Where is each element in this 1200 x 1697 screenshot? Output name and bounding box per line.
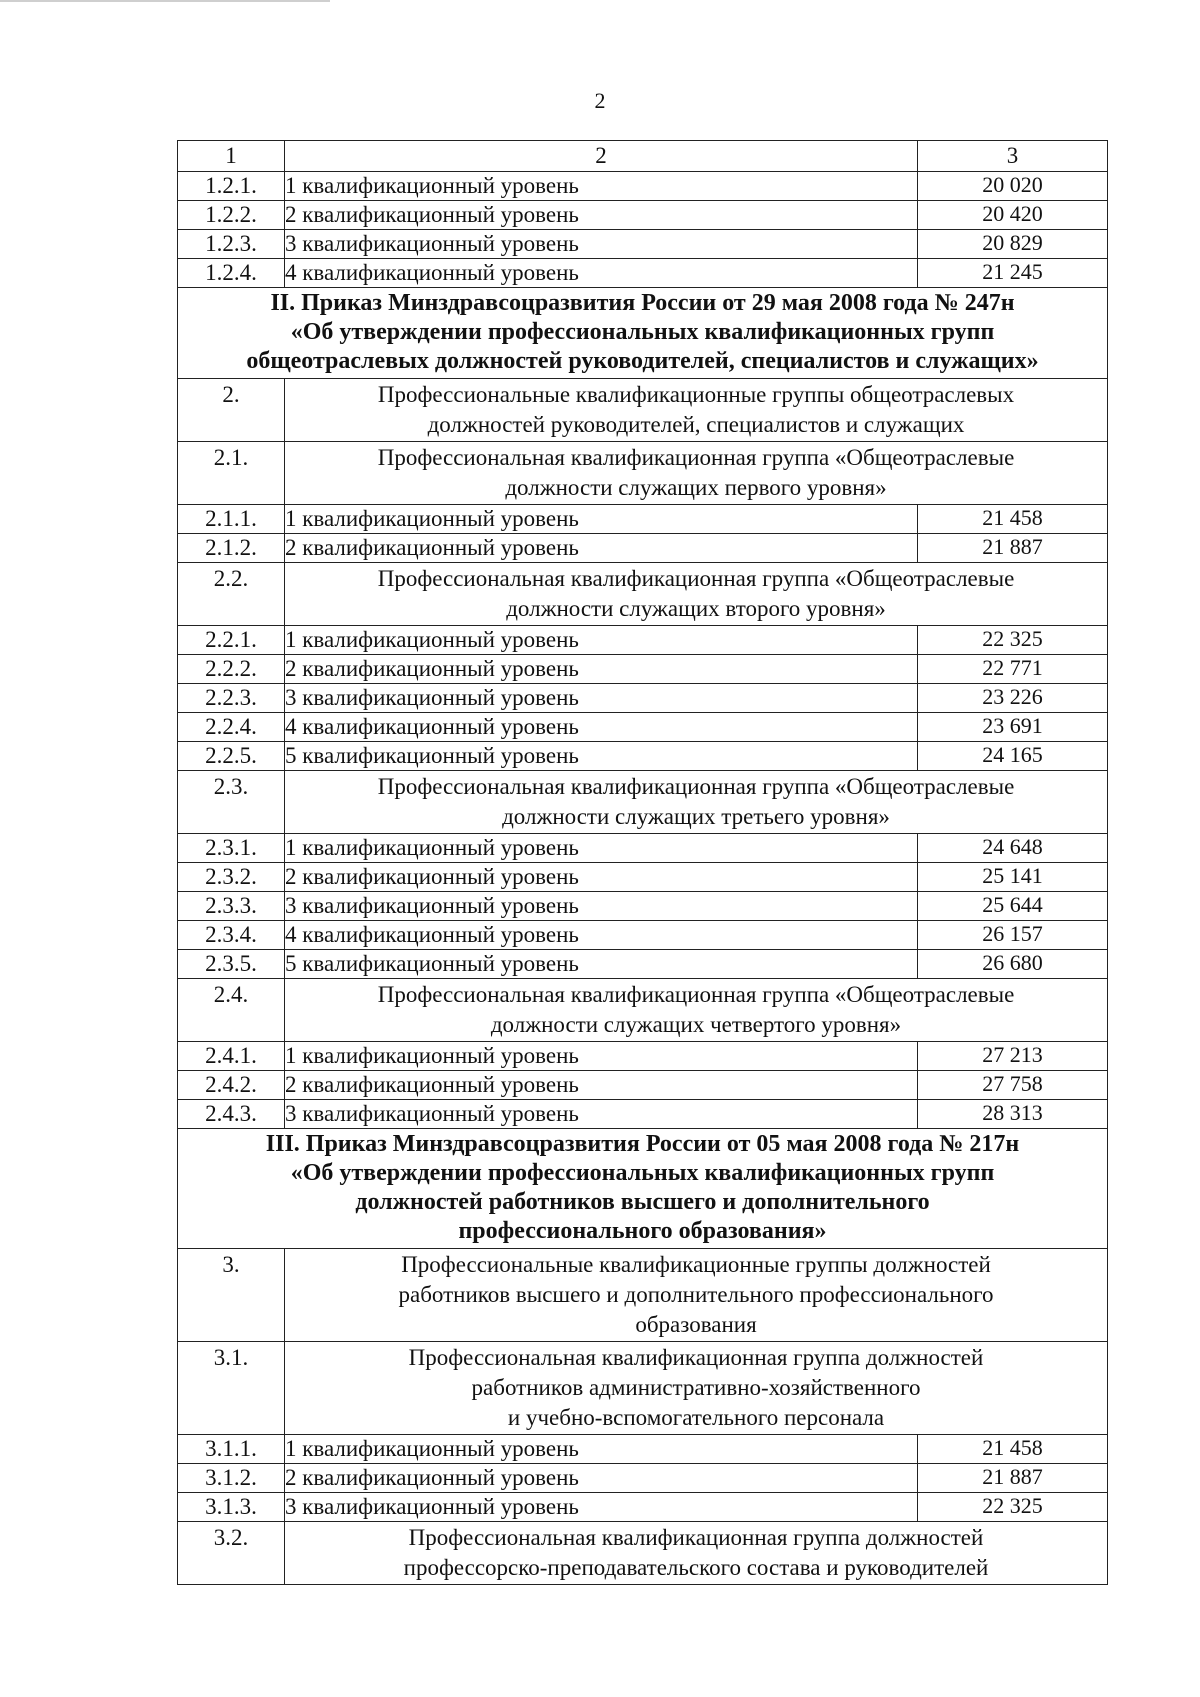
- group-number: 2.2.: [178, 563, 285, 626]
- row-name: 4 квалификационный уровень: [285, 259, 918, 288]
- row-number: 2.3.4.: [178, 921, 285, 950]
- group-title-line: Профессиональные квалификационные группы должностей: [401, 1252, 991, 1277]
- group-title-line: Профессиональная квалификационная группа «Общеотраслевые: [377, 774, 1015, 799]
- section-title-line: «Об утверждении профессиональных квалификационных групп: [290, 1160, 995, 1186]
- row-number: 1.2.3.: [178, 230, 285, 259]
- group-title-line: профессорско-преподавательского состава и руководителей: [403, 1555, 989, 1580]
- group-title-line: должности служащих третьего уровня»: [502, 804, 890, 829]
- row-number: 2.4.2.: [178, 1071, 285, 1100]
- row-value: 27 758: [918, 1071, 1108, 1100]
- table-row: [178, 950, 1108, 979]
- row-value: 28 313: [918, 1100, 1108, 1129]
- group-row: [178, 1342, 1108, 1435]
- section-title-line: профессионального образования»: [458, 1218, 827, 1244]
- table-row: [178, 626, 1108, 655]
- table-row: [178, 892, 1108, 921]
- group-title-line: образования: [635, 1312, 757, 1337]
- salary-table: [177, 140, 1108, 1585]
- row-value: 20 020: [918, 172, 1108, 201]
- table-row: [178, 1071, 1108, 1100]
- row-name: 1 квалификационный уровень: [285, 834, 918, 863]
- row-number: 3.1.1.: [178, 1435, 285, 1464]
- row-name: 4 квалификационный уровень: [285, 713, 918, 742]
- section-title-line: общеотраслевых должностей руководителей, специалистов и служащих»: [246, 348, 1039, 374]
- row-value: 21 887: [918, 1464, 1108, 1493]
- section-title: [178, 1129, 1108, 1249]
- group-title-line: должности служащих первого уровня»: [505, 475, 887, 500]
- row-name: 2 квалификационный уровень: [285, 1464, 918, 1493]
- table-row: [178, 684, 1108, 713]
- row-value: 22 325: [918, 1493, 1108, 1522]
- group-title-line: работников высшего и дополнительного профессионального: [398, 1282, 994, 1307]
- row-value: 25 141: [918, 863, 1108, 892]
- group-number: 3.2.: [178, 1522, 285, 1585]
- row-number: 2.2.3.: [178, 684, 285, 713]
- row-value: 22 771: [918, 655, 1108, 684]
- group-title: [285, 771, 1108, 834]
- group-number: 2.4.: [178, 979, 285, 1042]
- table-row: [178, 863, 1108, 892]
- salary-table-body: [178, 141, 1108, 1585]
- row-number: 3.1.2.: [178, 1464, 285, 1493]
- header-cell-value: 3: [918, 141, 1108, 172]
- row-value: 20 829: [918, 230, 1108, 259]
- row-value: 20 420: [918, 201, 1108, 230]
- group-number: 2.: [178, 379, 285, 442]
- row-value: 21 458: [918, 505, 1108, 534]
- table-row: [178, 1435, 1108, 1464]
- table-row: [178, 534, 1108, 563]
- row-name: 5 квалификационный уровень: [285, 742, 918, 771]
- header-cell-number: 1: [178, 141, 285, 172]
- group-title-line: должностей руководителей, специалистов и служащих: [427, 412, 965, 437]
- group-row: [178, 563, 1108, 626]
- row-name: 1 квалификационный уровень: [285, 626, 918, 655]
- table-row: [178, 201, 1108, 230]
- row-number: 2.4.3.: [178, 1100, 285, 1129]
- row-value: 21 458: [918, 1435, 1108, 1464]
- row-name: 2 квалификационный уровень: [285, 655, 918, 684]
- table-row: [178, 1493, 1108, 1522]
- row-number: 2.3.1.: [178, 834, 285, 863]
- row-number: 2.2.1.: [178, 626, 285, 655]
- row-number: 2.1.2.: [178, 534, 285, 563]
- scan-edge-line: [0, 0, 330, 2]
- row-value: 21 887: [918, 534, 1108, 563]
- group-title-line: работников административно-хозяйственного: [471, 1375, 921, 1400]
- section-title-row: [178, 288, 1108, 379]
- row-number: 2.4.1.: [178, 1042, 285, 1071]
- table-header-row: [178, 141, 1108, 172]
- group-title-line: должности служащих второго уровня»: [506, 596, 886, 621]
- section-title-line: «Об утверждении профессиональных квалификационных групп: [290, 319, 995, 345]
- group-row: [178, 1522, 1108, 1585]
- group-row: [178, 771, 1108, 834]
- row-number: 2.1.1.: [178, 505, 285, 534]
- group-title-line: Профессиональная квалификационная группа «Общеотраслевые: [377, 982, 1015, 1007]
- group-title: [285, 1342, 1108, 1435]
- group-title-line: Профессиональные квалификационные группы общеотраслевых: [377, 382, 1015, 407]
- group-row: [178, 442, 1108, 505]
- table-row: [178, 1464, 1108, 1493]
- table-row: [178, 1042, 1108, 1071]
- group-title-line: Профессиональная квалификационная группа должностей: [408, 1525, 984, 1550]
- table-row: [178, 742, 1108, 771]
- group-title: [285, 563, 1108, 626]
- group-title: [285, 979, 1108, 1042]
- row-value: 23 226: [918, 684, 1108, 713]
- row-name: 3 квалификационный уровень: [285, 684, 918, 713]
- group-number: 3.1.: [178, 1342, 285, 1435]
- table-row: [178, 172, 1108, 201]
- row-number: 2.2.5.: [178, 742, 285, 771]
- row-name: 3 квалификационный уровень: [285, 230, 918, 259]
- group-row: [178, 979, 1108, 1042]
- group-title: [285, 1522, 1108, 1585]
- group-number: 2.1.: [178, 442, 285, 505]
- group-title: [285, 1249, 1108, 1342]
- row-number: 1.2.2.: [178, 201, 285, 230]
- group-title-line: Профессиональная квалификационная группа «Общеотраслевые: [377, 566, 1015, 591]
- row-value: 24 648: [918, 834, 1108, 863]
- row-name: 1 квалификационный уровень: [285, 1042, 918, 1071]
- group-number: 3.: [178, 1249, 285, 1342]
- row-number: 2.2.2.: [178, 655, 285, 684]
- row-value: 22 325: [918, 626, 1108, 655]
- row-name: 2 квалификационный уровень: [285, 534, 918, 563]
- group-number: 2.3.: [178, 771, 285, 834]
- row-name: 1 квалификационный уровень: [285, 1435, 918, 1464]
- row-name: 4 квалификационный уровень: [285, 921, 918, 950]
- row-name: 2 квалификационный уровень: [285, 1071, 918, 1100]
- section-title-row: [178, 1129, 1108, 1249]
- table-row: [178, 834, 1108, 863]
- row-name: 3 квалификационный уровень: [285, 1493, 918, 1522]
- row-value: 26 680: [918, 950, 1108, 979]
- row-name: 2 квалификационный уровень: [285, 863, 918, 892]
- row-value: 27 213: [918, 1042, 1108, 1071]
- table-row: [178, 921, 1108, 950]
- table-row: [178, 505, 1108, 534]
- row-name: 2 квалификационный уровень: [285, 201, 918, 230]
- row-number: 1.2.1.: [178, 172, 285, 201]
- group-title-line: Профессиональная квалификационная группа «Общеотраслевые: [377, 445, 1015, 470]
- table-row: [178, 713, 1108, 742]
- row-number: 2.3.5.: [178, 950, 285, 979]
- row-value: 21 245: [918, 259, 1108, 288]
- header-cell-name: 2: [285, 141, 918, 172]
- row-number: 3.1.3.: [178, 1493, 285, 1522]
- row-number: 1.2.4.: [178, 259, 285, 288]
- row-name: 3 квалификационный уровень: [285, 1100, 918, 1129]
- group-title: [285, 442, 1108, 505]
- page-number: 2: [594, 88, 606, 113]
- row-number: 2.3.3.: [178, 892, 285, 921]
- row-name: 3 квалификационный уровень: [285, 892, 918, 921]
- group-row: [178, 1249, 1108, 1342]
- group-title: [285, 379, 1108, 442]
- group-title-line: должности служащих четвертого уровня»: [490, 1012, 902, 1037]
- section-title-line: III. Приказ Минздравсоцразвития России от 05 мая 2008 года № 217н: [265, 1131, 1020, 1157]
- row-name: 1 квалификационный уровень: [285, 505, 918, 534]
- row-value: 23 691: [918, 713, 1108, 742]
- group-row: [178, 379, 1108, 442]
- table-row: [178, 1100, 1108, 1129]
- row-number: 2.2.4.: [178, 713, 285, 742]
- row-value: 24 165: [918, 742, 1108, 771]
- row-name: 1 квалификационный уровень: [285, 172, 918, 201]
- group-title-line: Профессиональная квалификационная группа должностей: [408, 1345, 984, 1370]
- group-title-line: и учебно-вспомогательного персонала: [507, 1405, 885, 1430]
- row-number: 2.3.2.: [178, 863, 285, 892]
- row-value: 25 644: [918, 892, 1108, 921]
- section-title-line: II. Приказ Минздравсоцразвития России от 29 мая 2008 года № 247н: [270, 290, 1015, 316]
- row-name: 5 квалификационный уровень: [285, 950, 918, 979]
- table-row: [178, 655, 1108, 684]
- table-row: [178, 259, 1108, 288]
- row-value: 26 157: [918, 921, 1108, 950]
- section-title: [178, 288, 1108, 379]
- section-title-line: должностей работников высшего и дополнительного: [355, 1189, 930, 1215]
- table-row: [178, 230, 1108, 259]
